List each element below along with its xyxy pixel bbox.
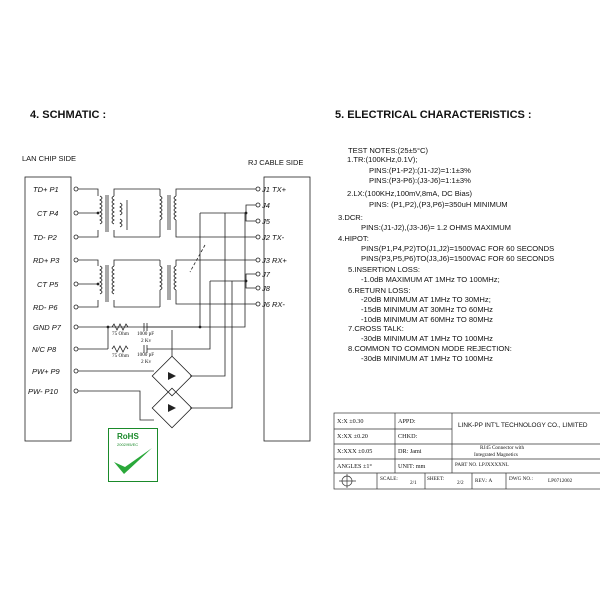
sheet-value: 2/2 — [457, 480, 464, 486]
pin-label-p9: PW+ P9 — [32, 367, 60, 376]
pin-label-j3: J3 RX+ — [262, 256, 287, 265]
ec-line-6: 3.DCR: — [338, 213, 363, 222]
resistor-label-2: 75 Ohm — [112, 353, 129, 359]
ec-line-19: 8.COMMON TO COMMON MODE REJECTION: — [348, 344, 512, 353]
pin-label-j5: J5 — [262, 217, 270, 226]
ec-line-9: PINS(P1,P4,P2)TO(J1,J2)=1500VAC FOR 60 SECONDS — [361, 244, 555, 253]
pin-label-p6: RD- P6 — [33, 303, 58, 312]
tolerance-2: X:XX ±0.20 — [337, 433, 368, 440]
revision: REV.: A — [475, 478, 493, 484]
unit-field: UNIT: mm — [398, 463, 426, 470]
drawing-number-value: LP0712002 — [548, 478, 573, 484]
ec-line-15: -15dB MINIMUM AT 30MHz TO 60MHz — [361, 305, 493, 314]
ec-line-14: -20dB MINIMUM AT 1MHz TO 30MHz; — [361, 295, 491, 304]
ec-line-0: TEST NOTES:(25±5°C) — [348, 146, 429, 155]
ec-line-2: PINS:(P1-P2):(J1-J2)=1:1±3% — [369, 166, 471, 175]
ec-line-13: 6.RETURN LOSS: — [348, 286, 411, 295]
scale-label: SCALE: — [380, 476, 398, 482]
electrical-heading: 5. ELECTRICAL CHARACTERISTICS : — [335, 109, 532, 121]
pin-label-p1: TD+ P1 — [33, 185, 59, 194]
ec-line-16: -10dB MINIMUM AT 60MHz TO 80MHz — [361, 315, 493, 324]
resistor-label-1: 75 Ohm — [112, 331, 129, 337]
description-line-2: Integrated Magnetics — [474, 452, 518, 458]
scale-value: 2/1 — [410, 480, 417, 486]
pin-label-j2: J2 TX- — [262, 233, 285, 242]
appd-field: APPD: — [398, 418, 416, 425]
ec-line-1: 1.TR:(100KHz,0.1V); — [347, 155, 418, 164]
tolerance-1: X:X ±0.30 — [337, 418, 364, 425]
ec-line-12: -1.0dB MAXIMUM AT 1MHz TO 100MHz; — [361, 275, 500, 284]
lan-chip-side-label: LAN CHIP SIDE — [22, 154, 77, 163]
pin-label-j6: J6 RX- — [262, 300, 285, 309]
pin-label-j8: J8 — [262, 284, 270, 293]
rj-cable-side-label: RJ CABLE SIDE — [248, 158, 304, 167]
pin-label-j7: J7 — [262, 270, 270, 279]
ec-line-11: 5.INSERTION LOSS: — [348, 265, 421, 274]
pin-label-p3: RD+ P3 — [33, 256, 60, 265]
ec-line-7: PINS:(J1-J2),(J3-J6)= 1.2 OHMS MAXIMUM — [361, 223, 511, 232]
pin-label-p4: CT P4 — [37, 209, 59, 218]
pin-label-j4: J4 — [262, 201, 270, 210]
rohs-subtext: 2002/95/EC — [117, 442, 139, 447]
drawn-by-field: DR: Jami — [398, 448, 422, 455]
sheet-label: SHEET: — [427, 476, 445, 482]
drawing-number-label: DWG NO.: — [509, 476, 533, 482]
pin-label-p5: CT P5 — [37, 280, 59, 289]
rohs-text: RoHS — [117, 432, 139, 441]
chkd-field: CHKD: — [398, 433, 418, 440]
ec-line-18: -30dB MINIMUM AT 1MHz TO 100MHz — [361, 334, 493, 343]
pin-label-p8: N/C P8 — [32, 345, 57, 354]
tolerance-3: X:XXX ±0.05 — [337, 448, 373, 455]
ec-line-20: -30dB MINIMUM AT 1MHz TO 100MHz — [361, 354, 493, 363]
ec-line-5: PINS: (P1,P2),(P3,P6)=350uH MINIMUM — [369, 200, 508, 209]
capacitor-label-2a: 1000 pF — [137, 352, 155, 358]
description-line-1: RJ45 Connector with — [480, 445, 525, 451]
ec-line-4: 2.LX:(100KHz,100mV,8mA, DC Bias) — [347, 189, 473, 198]
company-name: LINK-PP INT'L TECHNOLOGY CO., LIMITED — [458, 422, 588, 429]
capacitor-label-1a: 1000 pF — [137, 331, 155, 337]
part-number: PART NO. LPJXXXXNL — [455, 462, 509, 468]
angles-tolerance: ANGLES ±1° — [337, 463, 372, 470]
ec-line-3: PINS:(P3-P6):(J3-J6)=1:1±3% — [369, 176, 471, 185]
pin-label-p2: TD- P2 — [33, 233, 57, 242]
ec-line-10: PINS(P3,P5,P6)TO(J3,J6)=1500VAC FOR 60 SECONDS — [361, 254, 555, 263]
pin-label-p7: GND P7 — [33, 323, 61, 332]
capacitor-label-2b: 2 Kv — [141, 359, 152, 365]
pin-label-p10: PW- P10 — [28, 387, 58, 396]
pin-label-j1: J1 TX+ — [262, 185, 286, 194]
capacitor-label-1b: 2 Kv — [141, 338, 152, 344]
ec-line-17: 7.CROSS TALK: — [348, 324, 404, 333]
ec-line-8: 4.HIPOT: — [338, 234, 369, 243]
schematic-heading: 4. SCHMATIC : — [30, 109, 107, 121]
